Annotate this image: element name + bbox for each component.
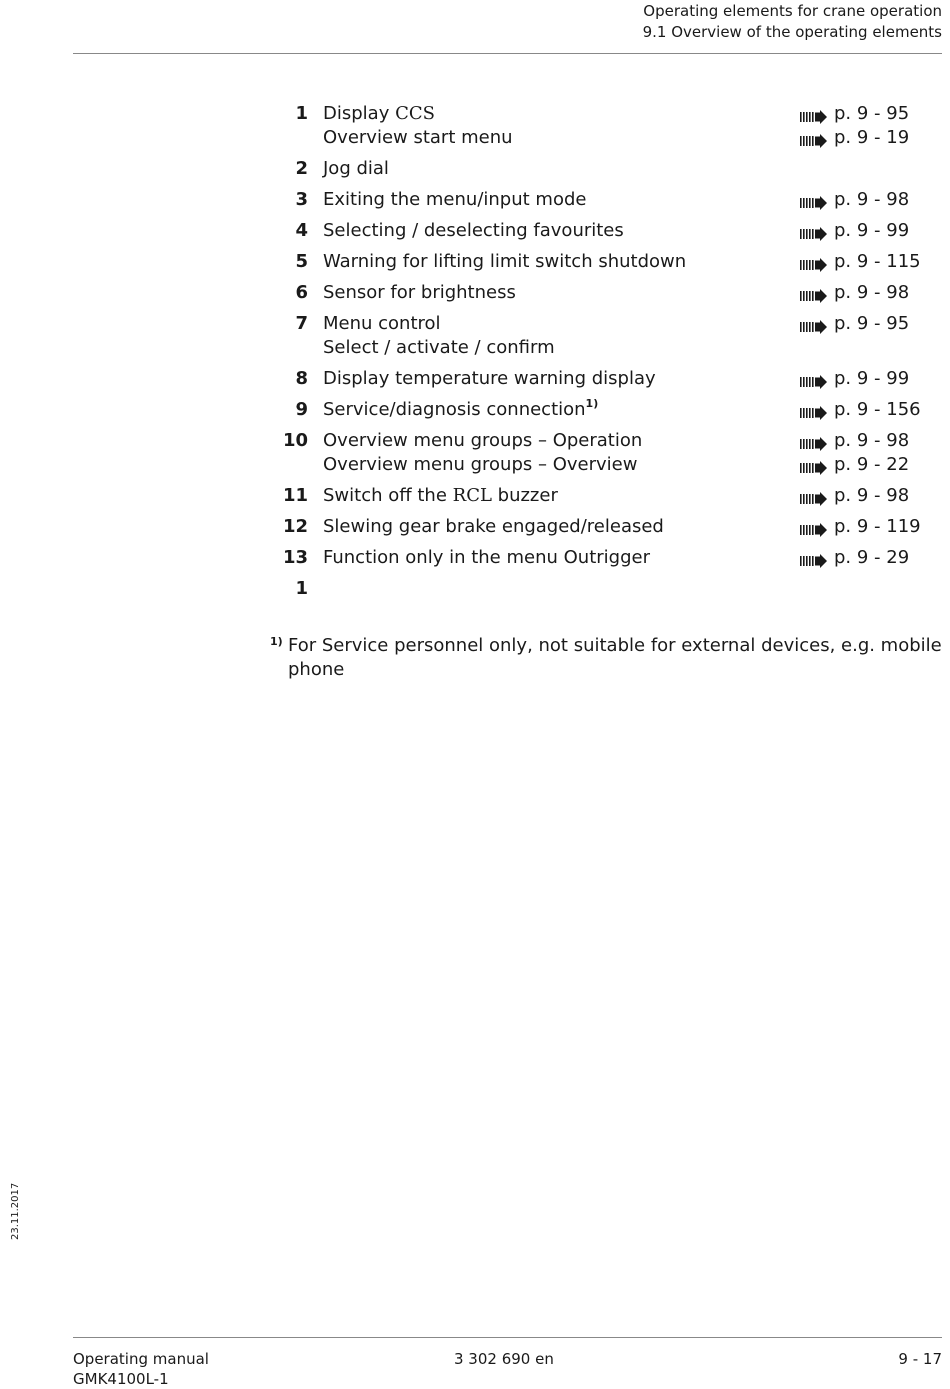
entry-number: 2 — [295, 158, 308, 179]
entry-label — [323, 188, 800, 212]
entry-number: 5 — [295, 251, 308, 272]
header-divider — [73, 53, 942, 54]
entry-label-text: Menu control — [323, 313, 441, 334]
footer-model: GMK4100L-1 — [73, 1370, 169, 1388]
reference-arrow-icon — [800, 107, 827, 121]
entry-label — [323, 367, 800, 391]
entry-label-text: Exiting the menu/input mode — [323, 189, 587, 210]
page-reference[interactable] — [800, 219, 909, 243]
reference-arrow-icon — [800, 403, 827, 417]
reference-arrow-icon — [800, 224, 827, 238]
footer-left — [73, 1349, 209, 1389]
reference-arrow-icon — [800, 458, 827, 472]
page-reference[interactable] — [800, 250, 921, 274]
entry-label-text: Jog dial — [323, 158, 389, 179]
entry-label — [323, 250, 800, 274]
footnote-text: For Service personnel only, not suitable for external devices, e.g. mobile phone — [288, 635, 942, 680]
page-reference-text: p. 9 - 95 — [834, 313, 910, 334]
entry-label — [323, 102, 800, 126]
footnote-reference: 1) — [585, 397, 599, 410]
footer-doc-number: 3 302 690 en — [454, 1350, 554, 1368]
entry-label-text: Overview menu groups – Operation — [323, 430, 643, 451]
legend-entry — [270, 484, 950, 508]
entry-number: 1 — [295, 103, 308, 124]
page-reference-text: p. 9 - 22 — [834, 454, 910, 475]
legend-entry — [270, 546, 950, 570]
page-reference-text: p. 9 - 29 — [834, 547, 910, 568]
entry-label — [323, 546, 800, 570]
entry-label — [323, 577, 800, 601]
entry-label-text: RCL — [452, 485, 492, 506]
entry-label-text: Switch off the — [323, 485, 453, 506]
entry-number: 11 — [282, 485, 308, 506]
page-reference-text: p. 9 - 19 — [834, 127, 910, 148]
reference-arrow-icon — [800, 131, 827, 145]
legend-list — [270, 102, 950, 608]
legend-entry — [270, 250, 950, 274]
legend-entry — [270, 577, 950, 601]
entry-label — [323, 336, 800, 360]
page-reference[interactable] — [800, 429, 909, 453]
entry-number: 4 — [295, 220, 308, 241]
page-reference[interactable] — [800, 367, 909, 391]
reference-arrow-icon — [800, 489, 827, 503]
entry-number: 12 — [282, 516, 308, 537]
reference-arrow-icon — [800, 255, 827, 269]
entry-label — [323, 429, 800, 453]
page-reference-text: p. 9 - 115 — [834, 251, 921, 272]
entry-label-text: Sensor for brightness — [323, 282, 516, 303]
reference-arrow-icon — [800, 520, 827, 534]
entry-label-text: Overview start menu — [323, 127, 513, 148]
side-date: 23.11.2017 — [10, 1182, 21, 1240]
page-reference[interactable] — [800, 188, 909, 212]
reference-arrow-icon — [800, 551, 827, 565]
page-reference-text: p. 9 - 98 — [834, 282, 910, 303]
footer-page-number: 9 - 17 — [898, 1350, 942, 1368]
entry-number: 9 — [295, 399, 308, 420]
page-reference[interactable] — [800, 515, 921, 539]
entry-number: 1 — [295, 578, 308, 599]
reference-arrow-icon — [800, 286, 827, 300]
page-reference[interactable] — [800, 312, 909, 336]
page-reference-text: p. 9 - 156 — [834, 399, 921, 420]
header-section: 9.1 Overview of the operating elements — [642, 23, 942, 41]
entry-label — [323, 484, 800, 508]
page-reference-text: p. 9 - 99 — [834, 220, 910, 241]
running-header — [643, 1, 942, 43]
page-reference[interactable] — [800, 281, 909, 305]
entry-number: 6 — [295, 282, 308, 303]
page-reference[interactable] — [800, 484, 909, 508]
page-reference-text: p. 9 - 98 — [834, 485, 910, 506]
entry-number: 13 — [282, 547, 308, 568]
page-reference-text: p. 9 - 98 — [834, 430, 910, 451]
entry-label-text: Selecting / deselecting favourites — [323, 220, 624, 241]
entry-label — [323, 515, 800, 539]
entry-label-text: Display — [323, 103, 396, 124]
entry-label-text: Slewing gear brake engaged/released — [323, 516, 664, 537]
entry-label — [323, 281, 800, 305]
page-reference[interactable] — [800, 102, 909, 126]
legend-entry — [270, 188, 950, 212]
entry-label — [323, 398, 800, 422]
legend-entry — [270, 367, 950, 391]
entry-label-text: Service/diagnosis connection — [323, 399, 586, 420]
page-reference[interactable] — [800, 453, 909, 477]
entry-label-text: Overview menu groups – Overview — [323, 454, 638, 475]
legend-entry — [270, 281, 950, 305]
page-reference-text: p. 9 - 95 — [834, 103, 910, 124]
reference-arrow-icon — [800, 434, 827, 448]
entry-label-text: buzzer — [491, 485, 558, 506]
legend-entry — [270, 429, 950, 477]
entry-label-text: Warning for lifting limit switch shutdown — [323, 251, 687, 272]
entry-label — [323, 453, 800, 477]
entry-number: 7 — [295, 313, 308, 334]
entry-label — [323, 219, 800, 243]
entry-label — [323, 312, 800, 336]
legend-entry — [270, 515, 950, 539]
legend-entry — [270, 157, 950, 181]
legend-entry — [270, 398, 950, 422]
page-reference-text: p. 9 - 98 — [834, 189, 910, 210]
entry-label-text: Display temperature warning display — [323, 368, 656, 389]
footnote-mark: 1) — [270, 635, 283, 648]
page-reference[interactable] — [800, 546, 909, 570]
legend-entry — [270, 102, 950, 150]
entry-number: 10 — [282, 430, 308, 451]
reference-arrow-icon — [800, 372, 827, 386]
footnote — [270, 634, 942, 682]
entry-label-text: CCS — [395, 103, 435, 124]
entry-number: 8 — [295, 368, 308, 389]
entry-label — [323, 126, 800, 150]
reference-arrow-icon — [800, 317, 827, 331]
entry-label-text: Function only in the menu Outrigger — [323, 547, 650, 568]
page-reference[interactable] — [800, 126, 909, 150]
page-reference[interactable] — [800, 398, 921, 422]
entry-label — [323, 157, 800, 181]
legend-entry — [270, 312, 950, 360]
entry-number: 3 — [295, 189, 308, 210]
header-chapter: Operating elements for crane operation — [643, 2, 942, 20]
page-reference-text: p. 9 - 119 — [834, 516, 921, 537]
reference-arrow-icon — [800, 193, 827, 207]
page-reference-text: p. 9 - 99 — [834, 368, 910, 389]
footer-manual-type: Operating manual — [73, 1350, 209, 1368]
footer-divider — [73, 1337, 942, 1338]
entry-label-text: Select / activate / confirm — [323, 337, 555, 358]
legend-entry — [270, 219, 950, 243]
